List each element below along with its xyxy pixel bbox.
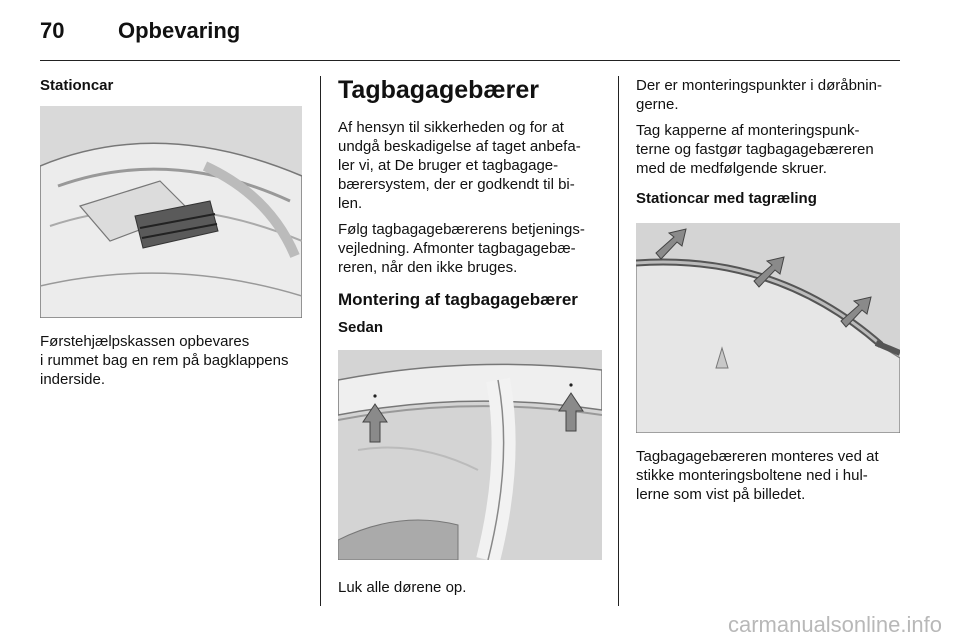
- column-right: [636, 76, 900, 504]
- subsection-title-mounting: Montering af tagbagagebærer: [338, 290, 578, 309]
- header-title: Opbevaring: [118, 18, 241, 43]
- section-title-roof-rack: Tagbagagebærer: [338, 76, 539, 104]
- paragraph-instructions: Følg tagbagagebærerens betjenings- vejledning. Afmonter tagbagagebæ- reren, når den ikke bruges.: [338, 221, 585, 276]
- caption-rails-mounting: Tagbagagebæreren monteres ved at stikke monteringsboltene ned i hul- lerne som vist på billedet.: [636, 448, 879, 503]
- column-divider: [320, 76, 321, 606]
- figure-sedan-roof: [338, 350, 602, 560]
- header-rule: [40, 60, 900, 61]
- caption-open-doors: Luk alle dørene op.: [338, 579, 467, 596]
- paragraph-remove-caps: Tag kapperne af monteringspunk- terne og fastgør tagbagagebæreren med de medfølgende skruer.: [636, 122, 874, 177]
- paragraph-mounting-points: Der er monteringspunkter i døråbnin- gerne.: [636, 77, 882, 113]
- paragraph-safety: Af hensyn til sikkerheden og for at undgå beskadigelse af taget anbefa- ler vi, at De bruger et tagbagage- bærersystem, der er godkendt til bi- len.: [338, 119, 581, 212]
- subhead-stationcar-rails: Stationcar med tagræling: [636, 190, 817, 207]
- caption-first-aid: Førstehjælpskassen opbevares i rummet bag en rem på bagklappens inderside.: [40, 333, 289, 388]
- subhead-sedan: Sedan: [338, 319, 384, 336]
- column-divider: [618, 76, 619, 606]
- column-left: [40, 76, 302, 389]
- column-middle: [338, 76, 602, 597]
- footer-watermark: carmanualsonline.info: [727, 612, 942, 637]
- page-number: 70: [40, 18, 65, 43]
- figure-stationcar-roof-rails: [636, 223, 900, 433]
- figure-tailgate-first-aid: [40, 106, 302, 318]
- subhead-stationcar: Stationcar: [40, 77, 114, 94]
